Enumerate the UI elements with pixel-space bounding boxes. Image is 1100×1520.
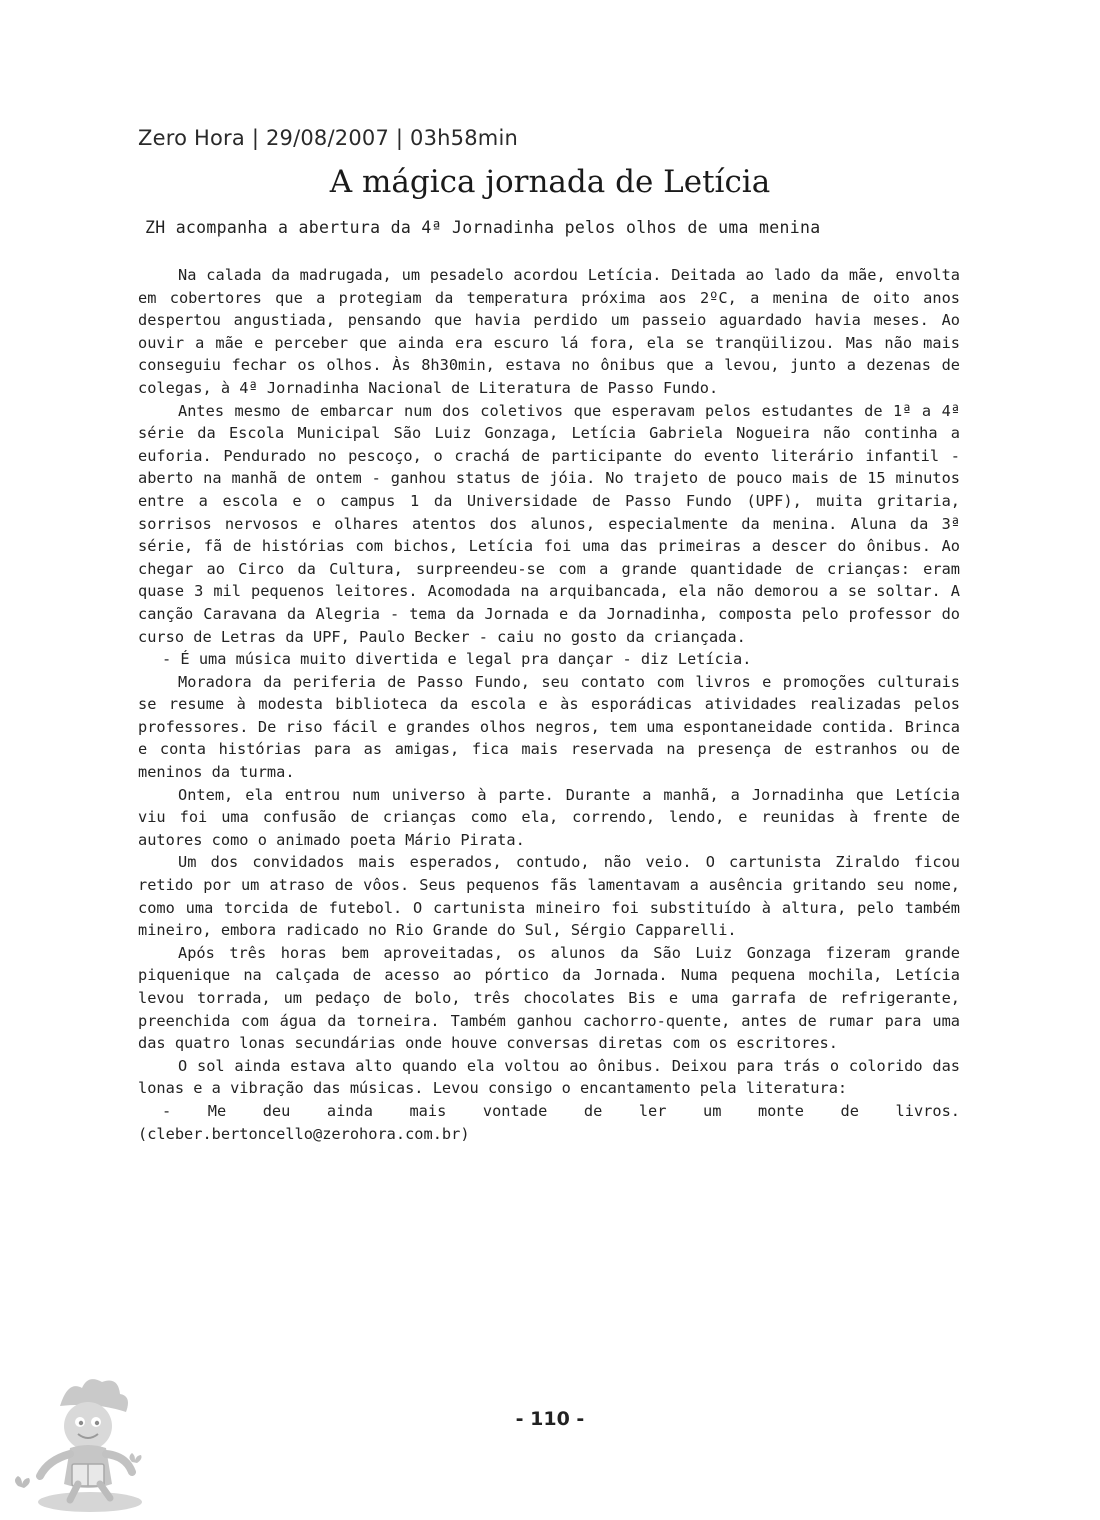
quote-paragraph: - Me deu ainda mais vontade de ler um monte de livros. (cleber.bertoncello@zerohora.com.br) (138, 1101, 960, 1143)
paragraph: Antes mesmo de embarcar num dos coletivos que esperavam pelos estudantes de 1ª a 4ª série da Escola Municipal São Luiz Gonzaga, Letícia Gabriela Nogueira não continha a euforia. Pendurado no pescoço, o crachá de participante do evento literário infantil - aberto na manhã de ontem - ganhou status de jóia. No trajeto de pouco mais de 15 minutos entre a escola e o campus 1 da Universidade de Passo Fundo (UPF), muita gritaria, sorrisos nervosos e olhares atentos dos alunos, especialmente da menina. Aluna da 3ª série, fã de histórias com bichos, Letícia foi uma das primeiras a descer do ônibus. Ao chegar ao Circo da Cultura, surpreendeu-se com a grande quantidade de crianças: eram quase 3 mil pequenos leitores. Acomodada na arquibancada, ela não demorou a se soltar. A canção Caravana da Alegria - tema da Jornada e da Jornadinha, composta pelo professor do curso de Letras da UPF, Paulo Becker - caiu no gosto da criançada. (138, 401, 960, 646)
quote-paragraph: - É uma música muito divertida e legal pra dançar - diz Letícia. (162, 650, 752, 669)
dateline: Zero Hora | 29/08/2007 | 03h58min (138, 126, 518, 150)
jornadinha-mascot-icon (10, 1378, 160, 1518)
paragraph: Na calada da madrugada, um pesadelo acordou Letícia. Deitada ao lado da mãe, envolta em cobertores que a protegiam da temperatura próxima aos 2ºC, a menina de oito anos despertou angustiada, pensando que havia perdido um passeio aguardado havia meses. Ao ouvir a mãe e perceber que ainda era escuro lá fora, ela se tranqüilizou. Mas não mais conseguiu fechar os olhos. Às 8h30min, estava no ônibus que a levou, junto a dezenas de colegas, à 4ª Jornadinha Nacional de Literatura de Passo Fundo. (138, 266, 960, 397)
paragraph: Ontem, ela entrou num universo à parte. Durante a manhã, a Jornadinha que Letícia viu foi uma confusão de crianças como ela, correndo, lendo, e reunidas à frente de autores como o animado poeta Mário Pirata. (138, 785, 960, 849)
article-title: A mágica jornada de Letícia (329, 164, 771, 200)
paragraph: Após três horas bem aproveitadas, os alunos da São Luiz Gonzaga fizeram grande piquenique na calçada de acesso ao pórtico da Jornada. Numa pequena mochila, Letícia levou torrada, um pedaço de bolo, três chocolates Bis e uma garrafa de refrigerante, preenchida com água da torneira. Também ganhou cachorro-quente, antes de rumar para uma das quatro lonas secundárias onde houve conversas diretas com os escritores. (138, 943, 960, 1053)
paragraph: Moradora da periferia de Passo Fundo, seu contato com livros e promoções culturais se resume à modesta biblioteca da escola e às esporádicas atividades realizadas pelos professores. De riso fácil e grandes olhos negros, tem uma espontaneidade contida. Brinca e conta histórias para as amigas, fica mais reservada na presença de estranhos ou de meninos da turma. (138, 672, 960, 782)
paragraph: O sol ainda estava alto quando ela voltou ao ônibus. Deixou para trás o colorido das lonas e a vibração das músicas. Levou consigo o encantamento pela literatura: (138, 1056, 960, 1098)
paragraph: Um dos convidados mais esperados, contudo, não veio. O cartunista Ziraldo ficou retido por um atraso de vôos. Seus pequenos fãs lamentavam a ausência gritando seu nome, como uma torcida de futebol. O cartunista mineiro foi substituído à altura, pelo também mineiro, embora radicado no Rio Grande do Sul, Sérgio Capparelli. (138, 853, 960, 940)
page-number: - 110 - (515, 1408, 585, 1430)
article-body (138, 264, 960, 1145)
article-subtitle: ZH acompanha a abertura da 4ª Jornadinha pelos olhos de uma menina (145, 218, 821, 237)
